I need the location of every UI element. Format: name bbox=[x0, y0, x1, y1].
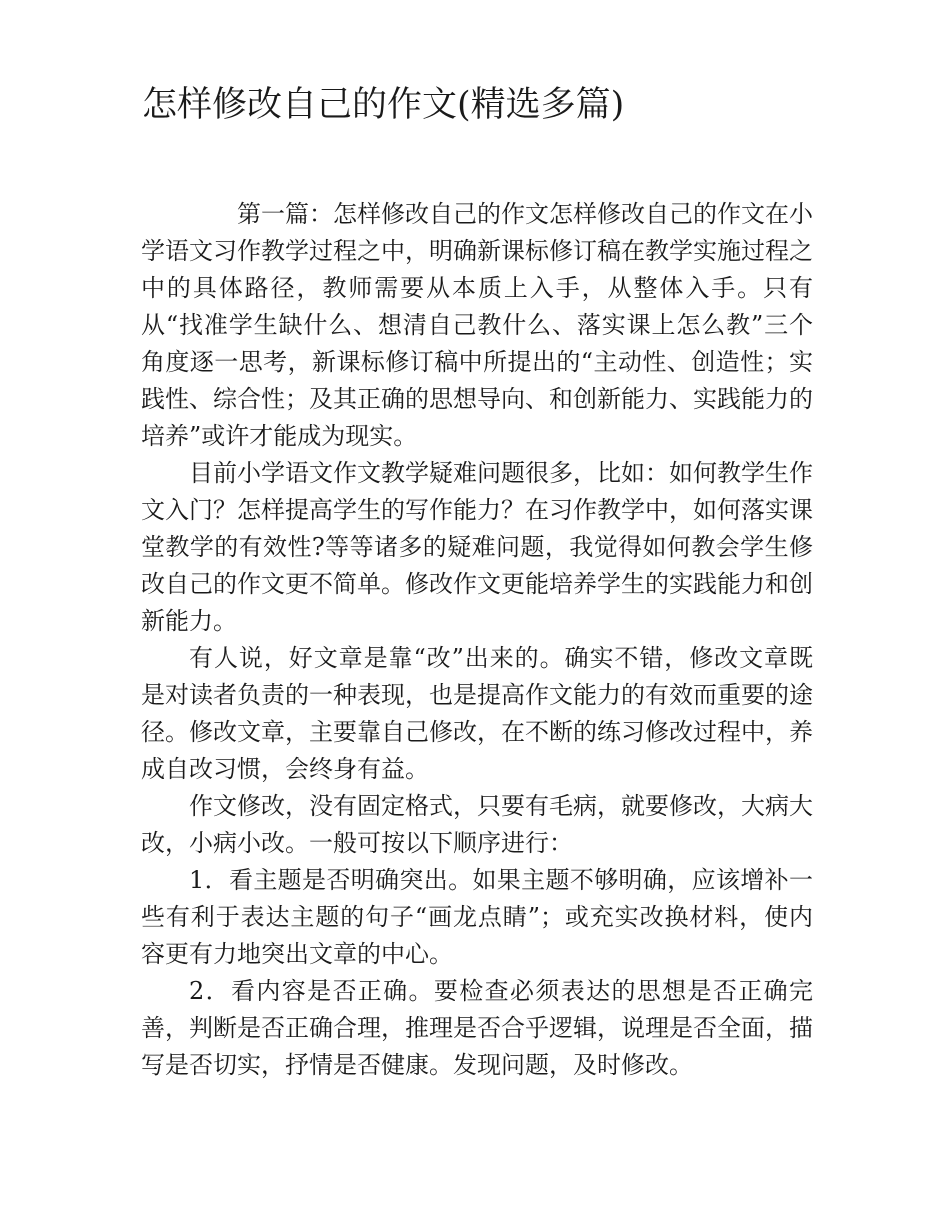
paragraph-5: 1．看主题是否明确突出。如果主题不够明确，应该增补一些有利于表达主题的句子“画龙点睛”；或充实改换材料，使内容更有力地突出文章的中心。 bbox=[141, 866, 813, 968]
document-title: 怎样修改自己的作文(精选多篇) bbox=[142, 85, 625, 125]
document-body bbox=[141, 196, 813, 1084]
paragraph-2: 目前小学语文作文教学疑难问题很多，比如：如何教学生作文入门？怎样提高学生的写作能力？在习作教学中，如何落实课堂教学的有效性?等等诸多的疑难问题，我觉得如何教会学生修改自己的作文更不简单。修改作文更能培养学生的实践能力和创新能力。 bbox=[141, 459, 813, 635]
paragraph-4: 作文修改，没有固定格式，只要有毛病，就要修改，大病大改，小病小改。一般可按以下顺序进行： bbox=[141, 792, 813, 857]
paragraph-3: 有人说，好文章是靠“改”出来的。确实不错，修改文章既是对读者负责的一种表现，也是提高作文能力的有效而重要的途径。修改文章，主要靠自己修改，在不断的练习修改过程中，养成自改习惯，会终身有益。 bbox=[141, 644, 813, 783]
paragraph-6: 2．看内容是否正确。要检查必须表达的思想是否正确完善，判断是否正确合理，推理是否合乎逻辑，说理是否全面，描写是否切实，抒情是否健康。发现问题，及时修改。 bbox=[141, 977, 813, 1079]
paragraph-1: 第一篇：怎样修改自己的作文怎样修改自己的作文在小学语文习作教学过程之中，明确新课标修订稿在教学实施过程之中的具体路径，教师需要从本质上入手，从整体入手。只有从“找准学生缺什么、想清自己教什么、落实课上怎么教”三个角度逐一思考，新课标修订稿中所提出的“主动性、创造性；实践性、综合性；及其正确的思想导向、和创新能力、实践能力的培养”或许才能成为现实。 bbox=[141, 200, 813, 450]
